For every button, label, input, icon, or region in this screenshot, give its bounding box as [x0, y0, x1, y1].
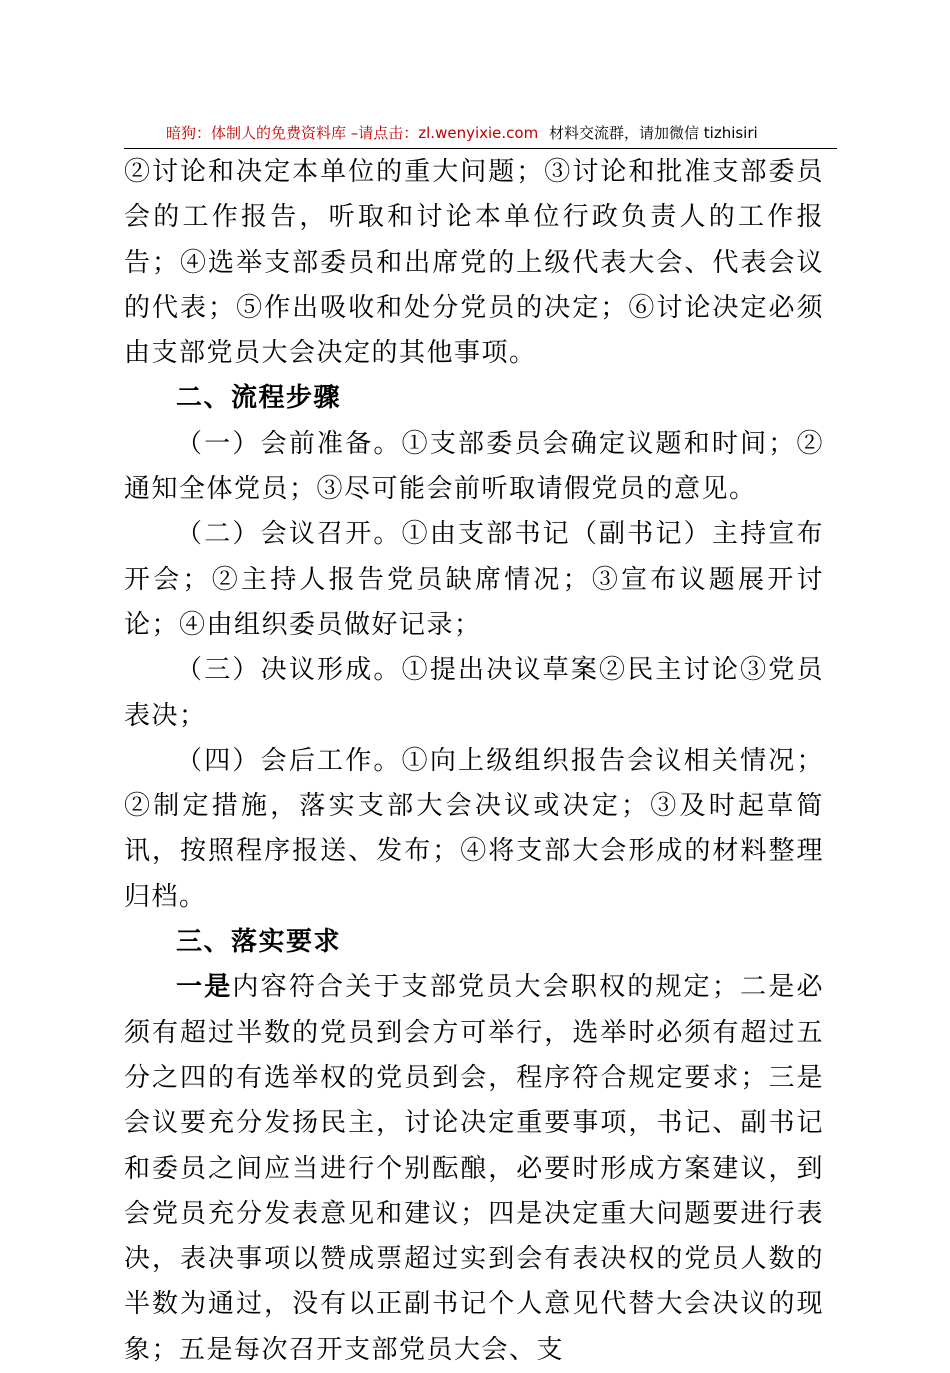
section-heading-process: 二、流程步骤 — [176, 383, 342, 414]
page-header — [124, 122, 837, 149]
header-ad-link[interactable]: 暗狗：体制人的免费资料库 –请点击：zl.wenyixie.com — [166, 124, 539, 142]
document-body — [124, 150, 824, 1373]
header-wechat-note: 材料交流群，请加微信 tizhisiri — [549, 124, 758, 142]
paragraph-requirements — [124, 965, 824, 1373]
paragraph-step-followup: （四）会后工作。①向上级组织报告会议相关情况；②制定措施，落实支部大会决议或决定；③及时起草简讯，按照程序报送、发布；④将支部大会形成的材料整理归档。 — [124, 745, 824, 912]
paragraph-step-meeting: （二）会议召开。①由支部书记（副书记）主持宣布开会；②主持人报告党员缺席情况；③宣布议题展开讨论；④由组织委员做好记录； — [124, 519, 824, 640]
requirements-lead: 一是 — [176, 972, 233, 1003]
paragraph-step-resolution: （三）决议形成。①提出决议草案②民主讨论③党员表决； — [124, 655, 824, 731]
requirements-body: 内容符合关于支部党员大会职权的规定；二是必须有超过半数的党员到会方可举行，选举时必须有超过五分之四的有选举权的党员到会，程序符合规定要求；三是会议要充分发扬民主，讨论决定重要事项，书记、副书记和委员之间应当进行个别酝酿，必要时形成方案建议，到会党员充分发表意见和建议；四是决定重大问题要进行表决，表决事项以赞成票超过实到会有表决权的党员人数的半数为通过，没有以正副书记个人意见代替大会决议的现象；五是每次召开支部党员大会、支 — [124, 972, 824, 1365]
section-heading-requirements: 三、落实要求 — [176, 927, 342, 958]
paragraph-duties: ②讨论和决定本单位的重大问题；③讨论和批准支部委员会的工作报告，听取和讨论本单位行政负责人的工作报告；④选举支部委员和出席党的上级代表大会、代表会议的代表；⑤作出吸收和处分党员的决定；⑥讨论决定必须由支部党员大会决定的其他事项。 — [124, 157, 824, 369]
paragraph-step-prep: （一）会前准备。①支部委员会确定议题和时间；②通知全体党员；③尽可能会前听取请假党员的意见。 — [124, 428, 824, 505]
